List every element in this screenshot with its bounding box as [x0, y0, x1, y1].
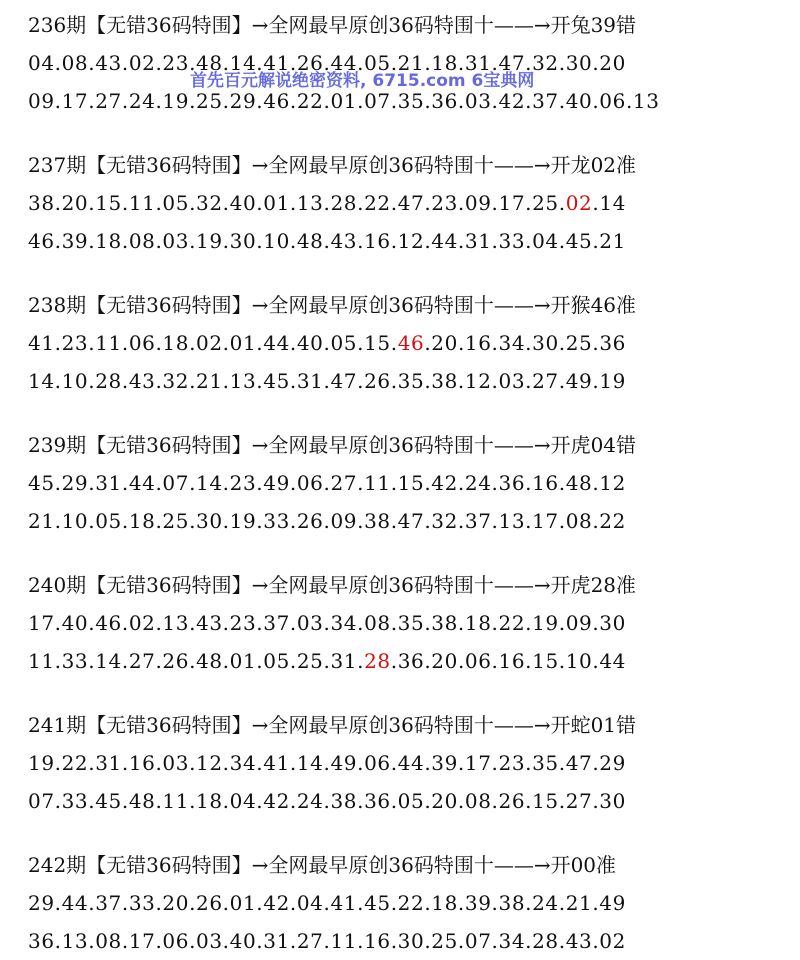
period-title: 239期【无错36码特围】→全网最早原创36码特围十——→开虎04错 [28, 433, 637, 457]
number-row: 11.33.14.27.26.48.01.05.25.31.28.36.20.06.16.15.10.44 [28, 649, 626, 673]
winning-number: 28 [364, 649, 391, 673]
number-row: 36.13.08.17.06.03.40.31.27.11.16.30.25.07.34.28.43.02 [28, 929, 626, 953]
period-title: 240期【无错36码特围】→全网最早原创36码特围十——→开虎28准 [28, 573, 637, 597]
number-row: 29.44.37.33.20.26.01.42.04.41.45.22.18.39.38.24.21.49 [28, 891, 626, 915]
number-row: 45.29.31.44.07.14.23.49.06.27.11.15.42.24.36.16.48.12 [28, 471, 626, 495]
number-row: 09.17.27.24.19.25.29.46.22.01.07.35.36.03.42.37.40.06.13 [28, 89, 660, 113]
winning-number: 02 [565, 191, 593, 215]
number-row: 41.23.11.06.18.02.01.44.40.05.15.46.20.16.34.30.25.36 [28, 331, 626, 355]
period-block-241 [28, 706, 800, 820]
period-block-239 [28, 426, 800, 540]
document-page [28, 6, 800, 953]
number-row: 19.22.31.16.03.12.34.41.14.49.06.44.39.17.23.35.47.29 [28, 751, 626, 775]
period-title: 241期【无错36码特围】→全网最早原创36码特围十——→开蛇01错 [28, 713, 637, 737]
period-block-238 [28, 286, 800, 400]
period-title: 242期【无错36码特围】→全网最早原创36码特围十——→开00准 [28, 853, 617, 877]
number-row: 07.33.45.48.11.18.04.42.24.38.36.05.20.08.26.15.27.30 [28, 789, 626, 813]
period-block-236 [28, 6, 800, 120]
number-row: 17.40.46.02.13.43.23.37.03.34.08.35.38.18.22.19.09.30 [28, 611, 626, 635]
number-row: 14.10.28.43.32.21.13.45.31.47.26.35.38.12.03.27.49.19 [28, 369, 626, 393]
period-title: 236期【无错36码特围】→全网最早原创36码特围十——→开兔39错 [28, 13, 637, 37]
number-row: 21.10.05.18.25.30.19.33.26.09.38.47.32.37.13.17.08.22 [28, 509, 626, 533]
period-block-237 [28, 146, 800, 260]
winning-number: 46 [397, 331, 425, 355]
period-title: 238期【无错36码特围】→全网最早原创36码特围十——→开猴46准 [28, 293, 637, 317]
period-title: 237期【无错36码特围】→全网最早原创36码特围十——→开龙02准 [28, 153, 637, 177]
number-row: 46.39.18.08.03.19.30.10.48.43.16.12.44.31.33.04.45.21 [28, 229, 626, 253]
watermark-overlay: 首先百元解说绝密资料, 6715.com 6宝典网 [190, 71, 535, 91]
period-block-242 [28, 846, 800, 960]
number-row: 04.08.43.02.23.48.14.41.26.44.05.21.18.31.47.32.30.20 [28, 51, 626, 75]
period-block-240 [28, 566, 800, 680]
number-row: 38.20.15.11.05.32.40.01.13.28.22.47.23.09.17.25.02.14 [28, 191, 626, 215]
